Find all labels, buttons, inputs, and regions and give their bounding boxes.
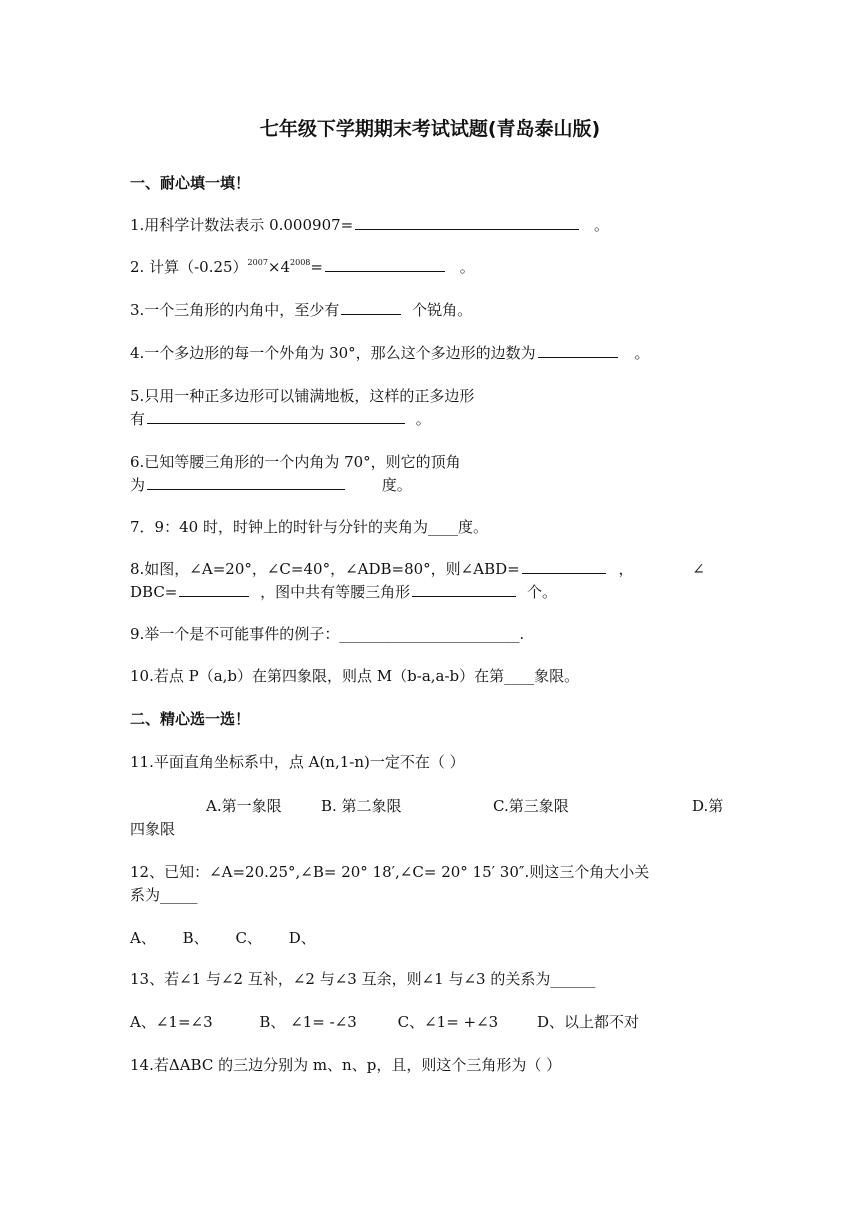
question-14: 14.若ΔABC 的三边分别为 m、n、p，且，则这个三角形为（ ） [130, 1056, 562, 1074]
answer-blank [522, 558, 606, 574]
question-4 [130, 342, 649, 364]
question-6-line-2 [130, 474, 412, 496]
question-text: ×4 [267, 258, 291, 276]
answer-blank [341, 299, 401, 315]
option-d-wrap: 四象限 [130, 820, 176, 838]
option-b: B. 第二象限 [321, 797, 402, 815]
question-11: 11.平面直角坐标系中，点 A(n,1-n)一定不在（ ） [130, 753, 465, 771]
question-text: ，图中共有等腰三角形 [260, 583, 411, 601]
question-end: 。 [459, 258, 475, 276]
question-13-options [130, 1011, 639, 1033]
question-9: 9.举一个是不可能事件的例子：________________________. [130, 625, 525, 643]
option-a: A、∠1=∠3 [130, 1013, 213, 1031]
question-end: 个锐角。 [412, 301, 473, 319]
option-b: B、 ∠1= -∠3 [259, 1013, 357, 1031]
question-13: 13、若∠1 与∠2 互补，∠2 与∠3 互余，则∠1 与∠3 的关系为______ [130, 970, 596, 988]
question-7: 7．9：40 时，时钟上的时针与分针的夹角为____度。 [130, 518, 488, 536]
answer-blank [325, 256, 445, 272]
exponent: 2008 [290, 258, 311, 267]
question-end: 。 [634, 344, 650, 362]
question-text: DBC= [130, 583, 178, 601]
question-6-line-1: 6.已知等腰三角形的一个内角为 70°，则它的顶角 [130, 453, 461, 471]
option-c: C、∠1= +∠3 [397, 1013, 499, 1031]
question-1 [130, 214, 609, 236]
question-12-line-2: 系为_____ [130, 886, 198, 904]
section-fill-blank-heading: 一、耐心填一填！ [130, 174, 251, 192]
question-2 [130, 256, 475, 278]
answer-blank [538, 342, 618, 358]
answer-blank [179, 581, 249, 597]
exponent: 2007 [247, 258, 268, 267]
option-b: B、 [182, 929, 209, 947]
answer-blank [355, 214, 579, 230]
question-text: 8.如图，∠A=20°，∠C=40°，∠ADB=80°，则∠ABD= [130, 560, 520, 578]
option-c: C、 [235, 929, 262, 947]
question-text: 4.一个多边形的每一个外角为 30°，那么这个多边形的边数为 [130, 344, 536, 362]
question-3 [130, 299, 472, 321]
question-5-line-2 [130, 408, 431, 430]
question-text: ， [618, 560, 634, 578]
option-d: D、以上都不对 [537, 1013, 640, 1031]
question-text: ∠ [692, 560, 705, 578]
question-text: 为 [130, 476, 146, 494]
question-text: 有 [130, 410, 146, 428]
question-8-line-2 [130, 581, 557, 603]
answer-blank [147, 474, 345, 490]
question-text: 1.用科学计数法表示 0.000907= [130, 216, 354, 234]
question-12-line-1: 12、已知：∠A=20.25°,∠B= 20° 18′,∠C= 20° 15′ 30″.则这三个角大小关 [130, 863, 650, 881]
question-end: 个。 [526, 583, 557, 601]
option-a: A、 [130, 929, 156, 947]
question-10: 10.若点 P（a,b）在第四象限，则点 M（b-a,a-b）在第____象限。 [130, 667, 580, 685]
question-5-line-1: 5.只用一种正多边形可以铺满地板，这样的正多边形 [130, 387, 475, 405]
option-c: C.第三象限 [493, 797, 569, 815]
page-title: 七年级下学期期末考试试题(青岛泰山版) [259, 118, 601, 140]
question-end: 。 [594, 216, 610, 234]
answer-blank [412, 581, 516, 597]
question-8-line-1 [130, 558, 705, 580]
section-multiple-choice-heading: 二、精心选一选！ [130, 710, 251, 728]
question-text: 3.一个三角形的内角中，至少有 [130, 301, 340, 319]
option-d: D.第 [692, 797, 724, 815]
question-text: = [310, 258, 323, 276]
option-d: D、 [288, 929, 316, 947]
answer-blank [147, 408, 405, 424]
option-a: A.第一象限 [206, 797, 282, 815]
question-12-options [130, 927, 316, 949]
question-end: 。 [415, 410, 431, 428]
question-text: 2. 计算（-0.25） [130, 258, 248, 276]
question-end: 度。 [381, 476, 412, 494]
